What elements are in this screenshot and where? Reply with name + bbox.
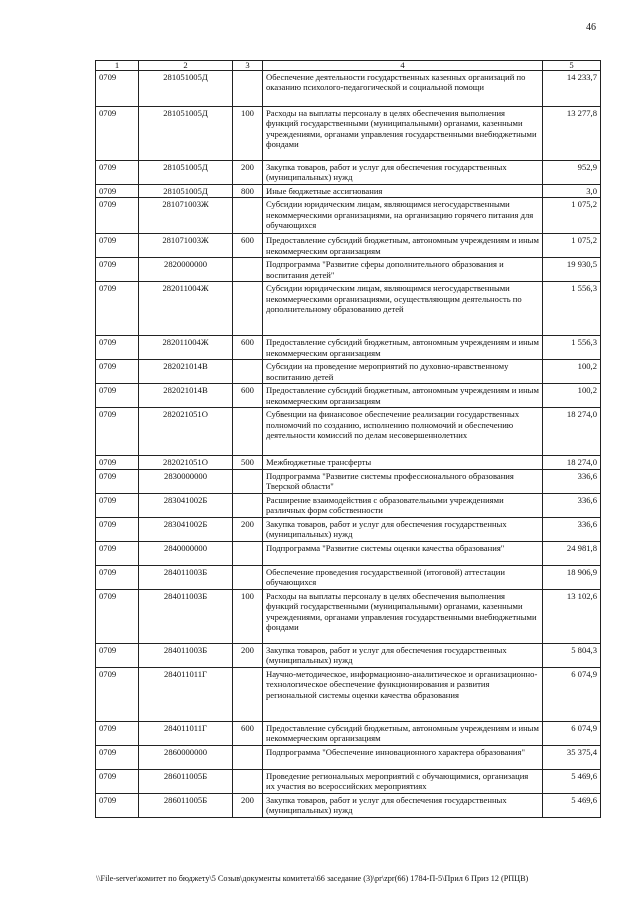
amount-cell: 6 074,9 [543,667,601,721]
target-article-cell: 281051005Д [139,161,233,185]
target-article-cell: 284011011Г [139,667,233,721]
description-cell: Подпрограмма "Обеспечение инновационного характера образования" [263,745,543,769]
target-article-cell: 286011005Б [139,793,233,817]
budget-table [95,60,601,818]
expense-type-cell: 600 [233,384,263,408]
table-row [96,234,601,258]
table-body [96,71,601,818]
header-cell-5: 5 [543,61,601,71]
expense-type-cell [233,282,263,336]
target-article-cell: 2820000000 [139,258,233,282]
target-article-cell: 281051005Д [139,185,233,198]
table-row [96,745,601,769]
target-article-cell: 281051005Д [139,107,233,161]
section-code-cell: 0709 [96,517,139,541]
table-row [96,71,601,107]
amount-cell: 13 277,8 [543,107,601,161]
section-code-cell: 0709 [96,71,139,107]
expense-type-cell [233,258,263,282]
description-cell: Закупка товаров, работ и услуг для обеспечения государственных (муниципальных) нужд [263,517,543,541]
amount-cell: 18 274,0 [543,456,601,469]
table-row [96,721,601,745]
target-article-cell: 281051005Д [139,71,233,107]
expense-type-cell: 100 [233,107,263,161]
expense-type-cell [233,408,263,456]
table-row [96,541,601,565]
description-cell: Закупка товаров, работ и услуг для обеспечения государственных (муниципальных) нужд [263,643,543,667]
target-article-cell: 281071003Ж [139,234,233,258]
target-article-cell: 282021014В [139,360,233,384]
table-row [96,282,601,336]
amount-cell: 5 469,6 [543,793,601,817]
expense-type-cell [233,541,263,565]
section-code-cell: 0709 [96,493,139,517]
amount-cell: 14 233,7 [543,71,601,107]
table-row [96,793,601,817]
section-code-cell: 0709 [96,769,139,793]
section-code-cell: 0709 [96,541,139,565]
expense-type-cell: 200 [233,643,263,667]
table-row [96,198,601,234]
target-article-cell: 2840000000 [139,541,233,565]
amount-cell: 952,9 [543,161,601,185]
section-code-cell: 0709 [96,793,139,817]
amount-cell: 336,6 [543,493,601,517]
table-header-row [96,61,601,71]
section-code-cell: 0709 [96,282,139,336]
expense-type-cell: 200 [233,161,263,185]
expense-type-cell [233,71,263,107]
expense-type-cell: 800 [233,185,263,198]
target-article-cell: 282021051О [139,408,233,456]
description-cell: Закупка товаров, работ и услуг для обеспечения государственных (муниципальных) нужд [263,793,543,817]
target-article-cell: 283041002Б [139,517,233,541]
table-row [96,384,601,408]
target-article-cell: 281071003Ж [139,198,233,234]
description-cell: Научно-методическое, информационно-аналитическое и организационно-технологическое обеспечение функционирования и развития региональной системы оценки качества образования [263,667,543,721]
section-code-cell: 0709 [96,161,139,185]
header-cell-3: 3 [233,61,263,71]
table-row [96,258,601,282]
table-row [96,469,601,493]
amount-cell: 100,2 [543,384,601,408]
target-article-cell: 284011011Г [139,721,233,745]
expense-type-cell [233,745,263,769]
footer-file-path: \\File-server\комитет по бюджету\5 Созыв\документы комитета\66 заседание (3)\pr\zpr(66) 1784-П-5\Прил 6 Приз 12 (РПЦВ) [96,874,529,883]
description-cell: Предоставление субсидий бюджетным, автономным учреждениям и иным некоммерческим организациям [263,384,543,408]
amount-cell: 5 469,6 [543,769,601,793]
header-cell-4: 4 [263,61,543,71]
target-article-cell: 286011005Б [139,769,233,793]
target-article-cell: 2860000000 [139,745,233,769]
description-cell: Иные бюджетные ассигнования [263,185,543,198]
description-cell: Расширение взаимодействия с образовательными учреждениями различных форм собственности [263,493,543,517]
section-code-cell: 0709 [96,456,139,469]
description-cell: Подпрограмма "Развитие сферы дополнительного образования и воспитания детей" [263,258,543,282]
section-code-cell: 0709 [96,234,139,258]
page-number: 46 [586,22,596,33]
expense-type-cell: 500 [233,456,263,469]
expense-type-cell: 600 [233,234,263,258]
section-code-cell: 0709 [96,565,139,589]
target-article-cell: 282021014В [139,384,233,408]
description-cell: Подпрограмма "Развитие системы оценки качества образования" [263,541,543,565]
description-cell: Субвенции на финансовое обеспечение реализации государственных полномочий по созданию, исполнению полномочий и обеспечению деятельности комиссий по делам несовершеннолетних [263,408,543,456]
description-cell: Закупка товаров, работ и услуг для обеспечения государственных (муниципальных) нужд [263,161,543,185]
section-code-cell: 0709 [96,667,139,721]
description-cell: Проведение региональных мероприятий с обучающимися, организация их участия во всероссийских мероприятиях [263,769,543,793]
description-cell: Субсидии на проведение мероприятий по духовно-нравственному воспитанию детей [263,360,543,384]
section-code-cell: 0709 [96,643,139,667]
target-article-cell: 284011003Б [139,589,233,643]
expense-type-cell: 200 [233,793,263,817]
table-row [96,107,601,161]
description-cell: Субсидии юридическим лицам, являющимся негосударственными некоммерческими организациями, на организацию горячего питания для обучающихся [263,198,543,234]
amount-cell: 18 274,0 [543,408,601,456]
target-article-cell: 284011003Б [139,643,233,667]
section-code-cell: 0709 [96,469,139,493]
expense-type-cell [233,360,263,384]
section-code-cell: 0709 [96,336,139,360]
description-cell: Обеспечение проведения государственной (итоговой) аттестации обучающихся [263,565,543,589]
description-cell: Межбюджетные трансферты [263,456,543,469]
amount-cell: 100,2 [543,360,601,384]
amount-cell: 6 074,9 [543,721,601,745]
section-code-cell: 0709 [96,185,139,198]
description-cell: Предоставление субсидий бюджетным, автономным учреждениям и иным некоммерческим организациям [263,721,543,745]
section-code-cell: 0709 [96,360,139,384]
table-row [96,565,601,589]
header-cell-1: 1 [96,61,139,71]
expense-type-cell: 600 [233,721,263,745]
target-article-cell: 284011003Б [139,565,233,589]
table-row [96,493,601,517]
amount-cell: 5 804,3 [543,643,601,667]
section-code-cell: 0709 [96,745,139,769]
table-row [96,185,601,198]
table-row [96,336,601,360]
description-cell: Предоставление субсидий бюджетным, автономным учреждениям и иным некоммерческим организациям [263,336,543,360]
description-cell: Предоставление субсидий бюджетным, автономным учреждениям и иным некоммерческим организациям [263,234,543,258]
section-code-cell: 0709 [96,384,139,408]
section-code-cell: 0709 [96,107,139,161]
target-article-cell: 283041002Б [139,493,233,517]
amount-cell: 13 102,6 [543,589,601,643]
expense-type-cell [233,667,263,721]
amount-cell: 1 556,3 [543,336,601,360]
section-code-cell: 0709 [96,198,139,234]
table-row [96,456,601,469]
description-cell: Расходы на выплаты персоналу в целях обеспечения выполнения функций государственными (муниципальными) органами, казенными учреждениями, органами управления государственными внебюджетными фондами [263,589,543,643]
section-code-cell: 0709 [96,408,139,456]
description-cell: Подпрограмма "Развитие системы профессионального образования Тверской области" [263,469,543,493]
expense-type-cell [233,769,263,793]
table-row [96,360,601,384]
amount-cell: 336,6 [543,469,601,493]
target-article-cell: 282011004Ж [139,282,233,336]
table-row [96,408,601,456]
expense-type-cell: 200 [233,517,263,541]
table-row [96,517,601,541]
section-code-cell: 0709 [96,589,139,643]
table-row [96,589,601,643]
amount-cell: 336,6 [543,517,601,541]
expense-type-cell: 100 [233,589,263,643]
target-article-cell: 2830000000 [139,469,233,493]
table-row [96,769,601,793]
expense-type-cell [233,565,263,589]
section-code-cell: 0709 [96,258,139,282]
amount-cell: 3,0 [543,185,601,198]
table-row [96,643,601,667]
description-cell: Обеспечение деятельности государственных казенных организаций по оказанию психолого-педагогической и социальной помощи [263,71,543,107]
amount-cell: 1 075,2 [543,198,601,234]
target-article-cell: 282011004Ж [139,336,233,360]
expense-type-cell [233,493,263,517]
amount-cell: 24 981,8 [543,541,601,565]
amount-cell: 35 375,4 [543,745,601,769]
amount-cell: 18 906,9 [543,565,601,589]
section-code-cell: 0709 [96,721,139,745]
amount-cell: 1 075,2 [543,234,601,258]
amount-cell: 19 930,5 [543,258,601,282]
description-cell: Субсидии юридическим лицам, являющимся негосударственными некоммерческими организациями, осуществляющим деятельность по дополнительному образованию детей [263,282,543,336]
table-row [96,161,601,185]
expense-type-cell: 600 [233,336,263,360]
header-cell-2: 2 [139,61,233,71]
description-cell: Расходы на выплаты персоналу в целях обеспечения выполнения функций государственными (муниципальными) органами, казенными учреждениями, органами управления государственными внебюджетными фондами [263,107,543,161]
expense-type-cell [233,469,263,493]
amount-cell: 1 556,3 [543,282,601,336]
table-row [96,667,601,721]
target-article-cell: 282021051О [139,456,233,469]
expense-type-cell [233,198,263,234]
